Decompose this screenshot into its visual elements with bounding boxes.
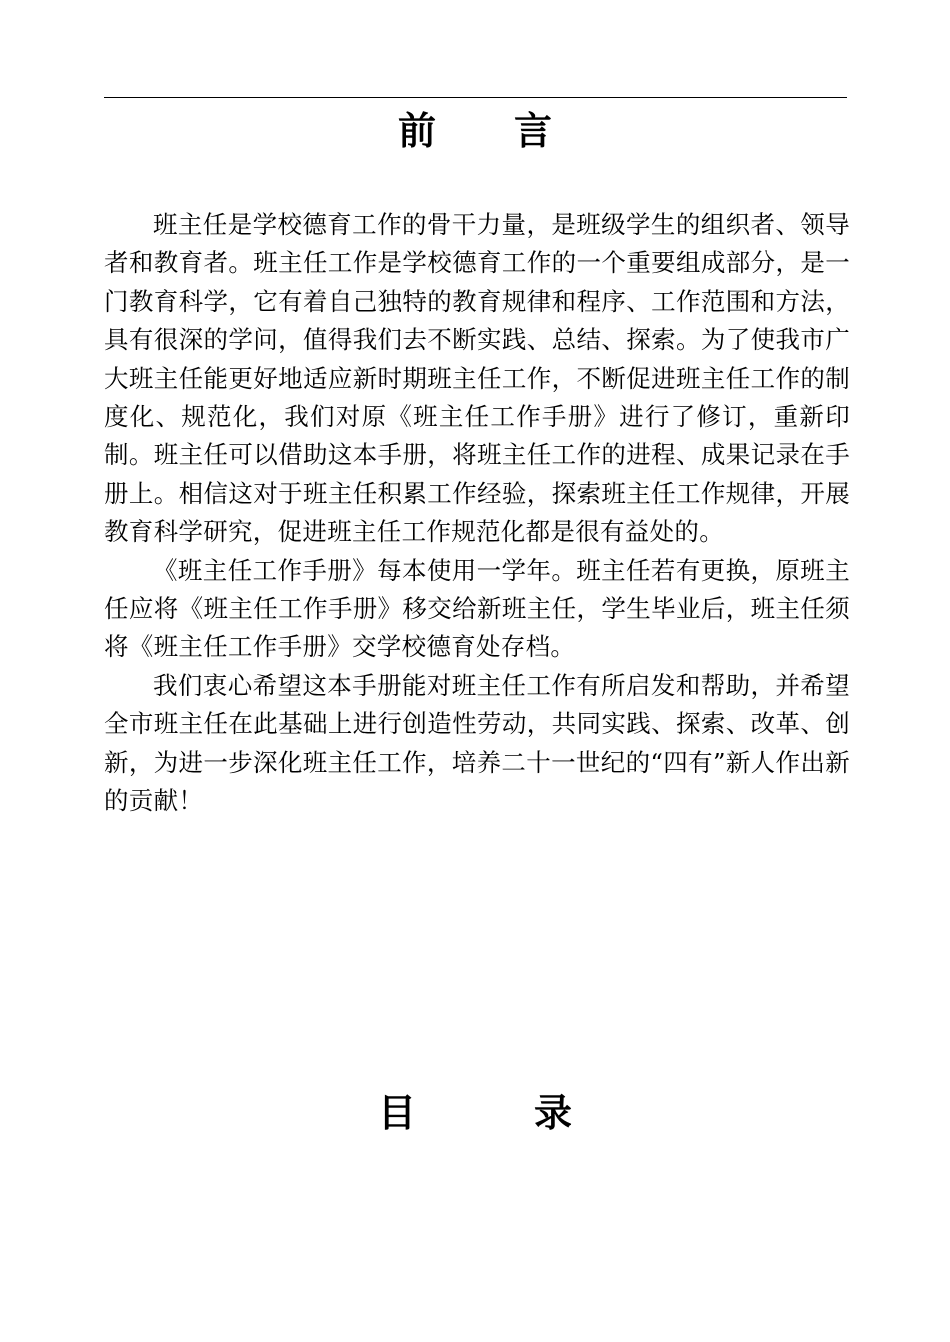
top-rule (104, 97, 847, 98)
toc-title (0, 1090, 950, 1136)
preface-title-char-1: 前 (397, 108, 436, 153)
toc-title-char-1: 目 (377, 1090, 416, 1135)
preface-body (104, 206, 850, 821)
preface-paragraph-2: 《班主任工作手册》每本使用一学年。班主任若有更换，原班主任应将《班主任工作手册》移交给新班主任，学生毕业后，班主任须将《班主任工作手册》交学校德育处存档。 (104, 555, 850, 662)
preface-paragraph-1: 班主任是学校德育工作的骨干力量，是班级学生的组织者、领导者和教育者。班主任工作是学校德育工作的一个重要组成部分，是一门教育科学，它有着自己独特的教育规律和程序、工作范围和方法，具有很深的学问，值得我们去不断实践、总结、探索。为了使我市广大班主任能更好地适应新时期班主任工作，不断促进班主任工作的制度化、规范化，我们对原《班主任工作手册》进行了修订，重新印制。班主任可以借助这本手册，将班主任工作的进程、成果记录在手册上。相信这对于班主任积累工作经验，探索班主任工作规律，开展教育科学研究，促进班主任工作规范化都是很有益处的。 (104, 210, 850, 547)
toc-title-char-2: 录 (534, 1090, 573, 1135)
preface-title (0, 108, 950, 154)
preface-title-char-2: 言 (514, 108, 553, 153)
preface-paragraph-3: 我们衷心希望这本手册能对班主任工作有所启发和帮助，并希望全市班主任在此基础上进行创造性劳动，共同实践、探索、改革、创新，为进一步深化班主任工作，培养二十一世纪的“四有”新人作出新的贡献！ (104, 670, 850, 816)
